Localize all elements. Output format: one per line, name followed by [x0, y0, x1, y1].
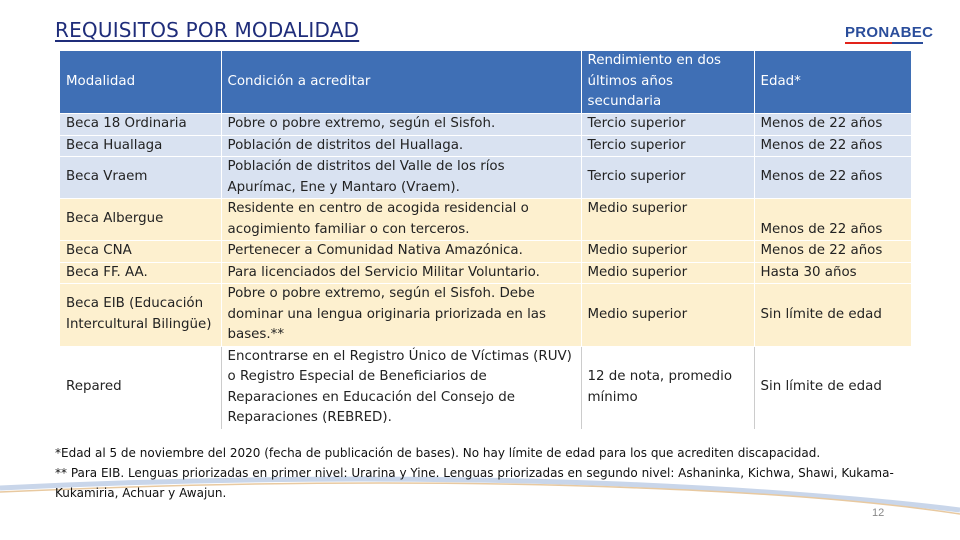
- header-edad: Edad*: [754, 51, 911, 114]
- footnotes: [55, 443, 935, 503]
- table-row: [60, 262, 911, 284]
- cell-edad: Menos de 22 años: [754, 135, 911, 157]
- cell-modalidad: Beca Albergue: [60, 199, 221, 241]
- cell-modalidad: Beca Vraem: [60, 157, 221, 199]
- cell-edad: Menos de 22 años: [754, 114, 911, 136]
- cell-rendimiento: Medio superior: [581, 262, 754, 284]
- table-header-row: [60, 51, 911, 114]
- cell-edad: Menos de 22 años: [754, 241, 911, 263]
- cell-modalidad: Beca CNA: [60, 241, 221, 263]
- requirements-table: [60, 51, 912, 429]
- table-row: [60, 157, 911, 199]
- cell-rendimiento: Tercio superior: [581, 135, 754, 157]
- cell-condicion: Residente en centro de acogida residencial o acogimiento familiar o con terceros.: [221, 199, 581, 241]
- header-rendimiento: Rendimiento en dos últimos años secundaria: [581, 51, 754, 114]
- cell-modalidad: Beca EIB (Educación Intercultural Bilingüe): [60, 284, 221, 347]
- logo-accent-bar: [845, 42, 923, 44]
- page-title: REQUISITOS POR MODALIDAD: [55, 18, 360, 42]
- cell-rendimiento: Tercio superior: [581, 157, 754, 199]
- footnote-eib: ** Para EIB. Lenguas priorizadas en primer nivel: Urarina y Yine. Lenguas priorizadas en segundo nivel: Ashaninka, Kichwa, Shawi, Kukama-Kukamiria, Achuar y Awajun.: [55, 466, 894, 500]
- cell-rendimiento: Tercio superior: [581, 114, 754, 136]
- cell-rendimiento: 12 de nota, promedio mínimo: [581, 346, 754, 429]
- cell-modalidad: Beca Huallaga: [60, 135, 221, 157]
- cell-condicion: Población de distritos del Valle de los ríos Apurímac, Ene y Mantaro (Vraem).: [221, 157, 581, 199]
- cell-modalidad: Beca FF. AA.: [60, 262, 221, 284]
- cell-edad: Menos de 22 años: [754, 199, 911, 241]
- logo-text: PRONABEC: [845, 24, 934, 41]
- header-condicion: Condición a acreditar: [221, 51, 581, 114]
- cell-condicion: Población de distritos del Huallaga.: [221, 135, 581, 157]
- cell-rendimiento: Medio superior: [581, 199, 754, 241]
- cell-edad: Sin límite de edad: [754, 284, 911, 347]
- cell-condicion: Encontrarse en el Registro Único de Víctimas (RUV) o Registro Especial de Beneficiarios de Reparaciones en Educación del Consejo de Reparaciones (REBRED).: [221, 346, 581, 429]
- table-row: [60, 114, 911, 136]
- table-row: [60, 241, 911, 263]
- cell-rendimiento: Medio superior: [581, 284, 754, 347]
- table-row: [60, 199, 911, 241]
- table-row: [60, 284, 911, 347]
- cell-modalidad: Beca 18 Ordinaria: [60, 114, 221, 136]
- header-modalidad: Modalidad: [60, 51, 221, 114]
- cell-condicion: Pobre o pobre extremo, según el Sisfoh.: [221, 114, 581, 136]
- cell-condicion: Pertenecer a Comunidad Nativa Amazónica.: [221, 241, 581, 263]
- cell-edad: Sin límite de edad: [754, 346, 911, 429]
- table-row: [60, 346, 911, 429]
- cell-modalidad: Repared: [60, 346, 221, 429]
- table-row: [60, 135, 911, 157]
- page-number: 12: [872, 507, 885, 519]
- footnote-edad: *Edad al 5 de noviembre del 2020 (fecha de publicación de bases). No hay límite de edad para los que acrediten discapacidad.: [55, 446, 821, 460]
- cell-condicion: Para licenciados del Servicio Militar Voluntario.: [221, 262, 581, 284]
- cell-edad: Menos de 22 años: [754, 157, 911, 199]
- cell-condicion: Pobre o pobre extremo, según el Sisfoh. Debe dominar una lengua originaria priorizada en las bases.**: [221, 284, 581, 347]
- cell-rendimiento: Medio superior: [581, 241, 754, 263]
- cell-edad: Hasta 30 años: [754, 262, 911, 284]
